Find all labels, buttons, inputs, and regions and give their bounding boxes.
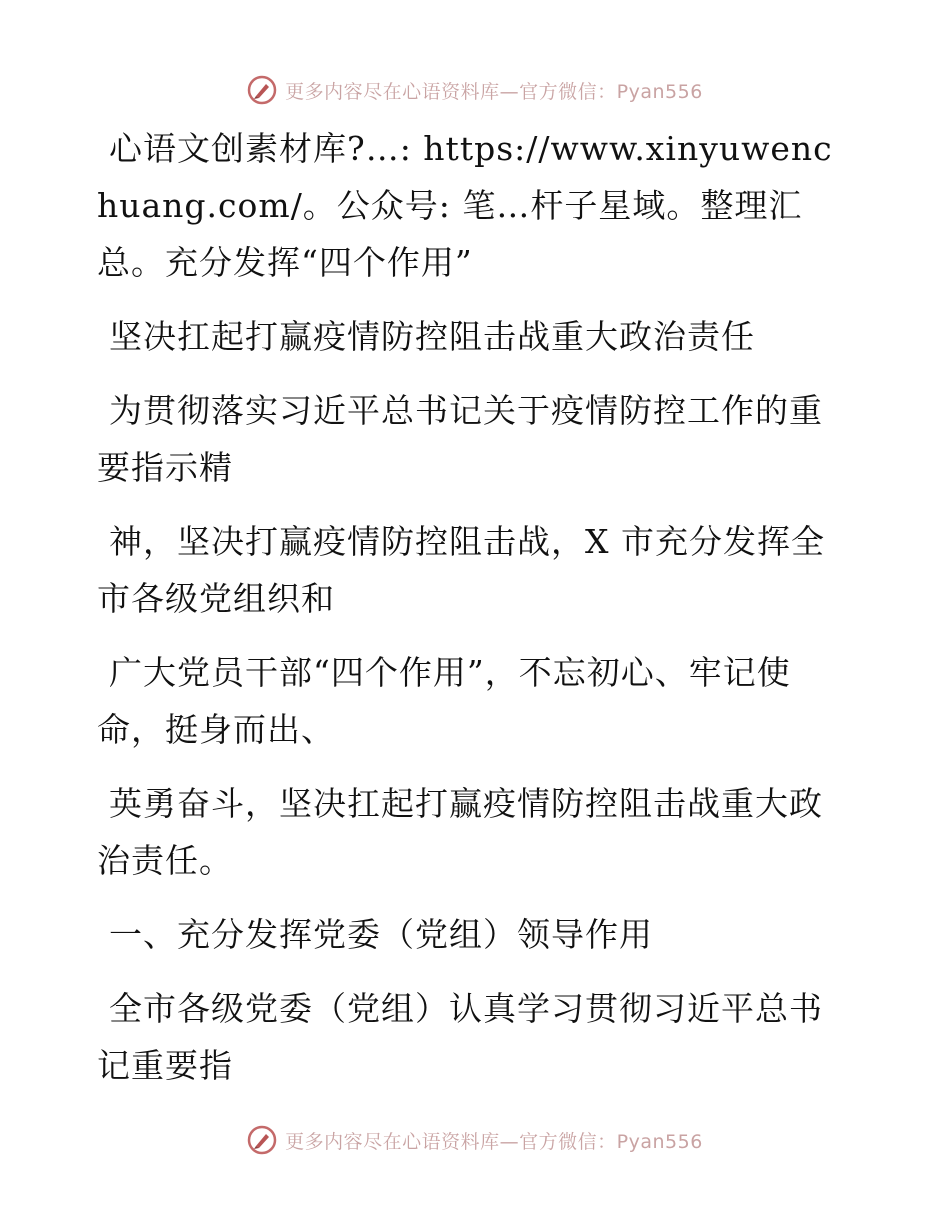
header-banner-text: 更多内容尽在心语资料库—官方微信：Pyan556 <box>285 80 703 103</box>
pen-nib-icon <box>247 75 277 105</box>
paragraph: 全市各级党委（党组）认真学习贯彻习近平总书记重要指 <box>97 989 823 1085</box>
header-banner <box>0 72 950 108</box>
pen-nib-icon <box>247 1125 277 1155</box>
footer-banner <box>0 1122 950 1158</box>
paragraph-title: 坚决扛起打赢疫情防控阻击战重大政治责任 <box>109 317 755 356</box>
footer-banner-text: 更多内容尽在心语资料库—官方微信：Pyan556 <box>285 1130 703 1153</box>
paragraph: 神，坚决打赢疫情防控阻击战，X 市充分发挥全市各级党组织和 <box>97 522 825 618</box>
paragraph-intro: 心语文创素材库?…: https://www.xinyuwenchuang.com/。公众号: 笔…杆子星域。整理汇总。充分发挥“四个作用” <box>97 129 833 282</box>
section-heading: 一、充分发挥党委（党组）领导作用 <box>109 915 653 954</box>
paragraph: 英勇奋斗，坚决扛起打赢疫情防控阻击战重大政治责任。 <box>97 784 823 880</box>
paragraph: 为贯彻落实习近平总书记关于疫情防控工作的重要指示精 <box>97 391 823 487</box>
document-body <box>97 120 837 1111</box>
paragraph: 广大党员干部“四个作用”，不忘初心、牢记使命，挺身而出、 <box>97 653 791 749</box>
